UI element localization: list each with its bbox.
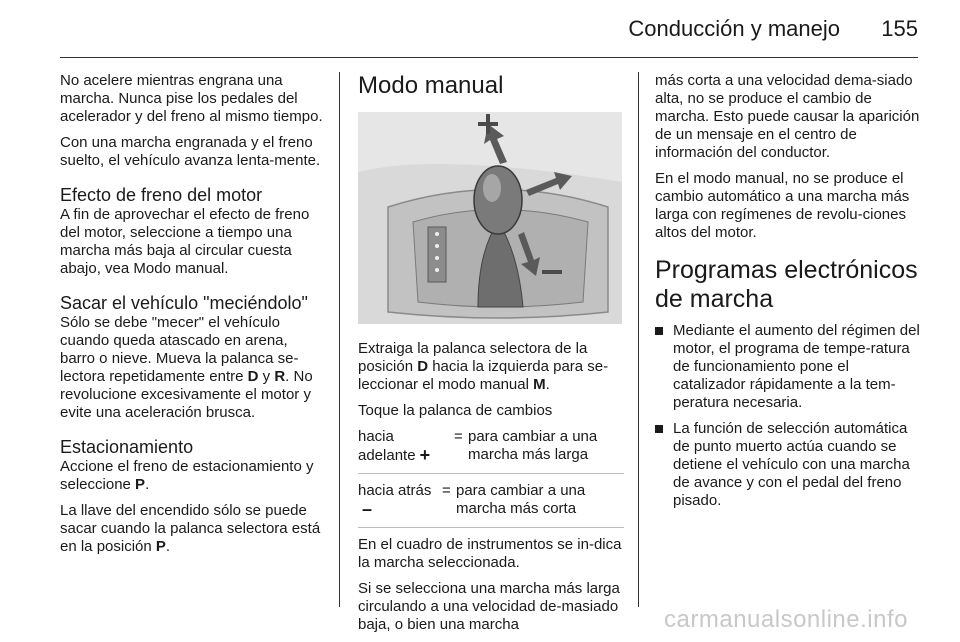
square-bullet-icon	[655, 327, 663, 335]
column-2	[358, 72, 624, 642]
heading-freno-motor: Efecto de freno del motor	[60, 185, 263, 205]
page-title: Conducción y manejo	[628, 16, 840, 41]
text-fragment: Accione el freno de estacionamiento y seleccione	[60, 458, 314, 493]
text-fragment: y	[258, 368, 275, 385]
page-number: 155	[881, 16, 918, 41]
column-1	[60, 72, 326, 564]
text-fragment: Extraiga la palanca selectora de la posición	[358, 340, 588, 375]
column-divider-1	[339, 72, 340, 607]
paragraph-llave	[60, 502, 326, 556]
list-item	[655, 420, 921, 510]
list-item-text: Mediante el aumento del régimen del motor, el programa de tempe-ratura de funcionamiento pone el catalizador rápidamente a la tem-peratura necesaria.	[673, 322, 920, 411]
paragraph-modo-manual-cambio: En el modo manual, no se produce el cambio automático a una marcha más larga con regímenes de revolu-ciones altos del motor.	[655, 170, 910, 241]
term-text: hacia adelante	[358, 428, 416, 464]
text-fragment: .	[545, 376, 550, 393]
definition-divider	[358, 527, 624, 528]
heading-modo-manual: Modo manual	[358, 72, 504, 99]
gear-letter-r: R	[274, 368, 286, 385]
text-fragment: .	[145, 476, 150, 493]
minus-icon: –	[362, 499, 373, 519]
list-item	[655, 322, 921, 412]
gear-letter-d: D	[247, 368, 259, 385]
gear-letter-p: P	[155, 538, 166, 555]
bullet-list	[655, 322, 921, 510]
gear-letter-p: P	[135, 476, 146, 493]
text-fragment: hacia la izquierda para se-leccionar el modo manual	[358, 358, 609, 393]
paragraph-freno-motor: A fin de aprovechar el efecto de freno del motor, seleccione a tiempo una marcha más baja al circular cuesta abajo, vea Modo manual.	[60, 206, 310, 277]
page-header	[60, 0, 918, 56]
equals-sign: =	[454, 428, 463, 445]
term-text: hacia atrás	[358, 482, 432, 499]
paragraph-marcha-larga: Si se selecciona una marcha más larga circulando a una velocidad de-masiado baja, o bien una marcha	[358, 580, 620, 633]
heading-sacar-vehiculo: Sacar el vehículo "meciéndolo"	[60, 293, 308, 313]
paragraph-velocidad-alta: más corta a una velocidad dema-siado alta, no se produce el cambio de marcha. Esto puede causar la aparición de un mensaje en el centro de información del conductor.	[655, 72, 920, 161]
gear-letter-m: M	[533, 376, 546, 393]
paragraph-estacionamiento	[60, 458, 326, 494]
heading-programas-electronicos: Programas electrónicos de marcha	[655, 256, 918, 313]
definition-description: para cambiar a una marcha más larga	[468, 428, 598, 463]
text-fragment: .	[165, 538, 171, 555]
column-divider-2	[638, 72, 639, 607]
equals-sign: =	[442, 482, 451, 499]
gear-selector-illustration	[358, 112, 622, 324]
heading-estacionamiento: Estacionamiento	[60, 437, 194, 457]
definition-divider	[358, 473, 624, 474]
definition-term	[358, 428, 454, 465]
plus-icon: +	[419, 445, 431, 465]
column-3	[655, 72, 921, 518]
gear-shift-drawing	[358, 112, 622, 324]
paragraph-mecer	[60, 314, 326, 422]
watermark: carmanualsonline.info	[664, 606, 908, 633]
paragraph-extraiga	[358, 340, 624, 394]
definition-description: para cambiar a una marcha más corta	[456, 482, 586, 517]
text-fragment: Sólo se debe "mecer" el vehículo cuando queda atascado en arena, barro o nieve. Mueva la palanca se-lectora repetidamente entre	[60, 314, 299, 385]
text-fragment: . No revolucione excesivamente el motor y evite una aceleración brusca.	[60, 368, 313, 421]
definition-backward	[358, 482, 624, 519]
definition-forward	[358, 428, 624, 465]
text-fragment: La llave del encendido sólo se puede sacar cuando la palanca selectora está en la posición	[60, 502, 321, 555]
list-item-text: La función de selección automática de punto muerto actúa cuando se detiene el vehículo con una marcha de avance y con el pedal del freno pisado.	[673, 420, 910, 509]
paragraph-cuadro-instrumentos: En el cuadro de instrumentos se in-dica la marcha seleccionada.	[358, 536, 622, 571]
gear-letter-d: D	[417, 358, 429, 375]
paragraph-acelere: No acelere mientras engrana una marcha. Nunca pise los pedales del acelerador y del freno al mismo tiempo.	[60, 72, 323, 125]
definition-term	[358, 482, 442, 519]
header-divider	[60, 57, 918, 58]
paragraph-marcha-engranada: Con una marcha engranada y el freno suelto, el vehículo avanza lenta-mente.	[60, 134, 321, 169]
square-bullet-icon	[655, 425, 663, 433]
paragraph-toque: Toque la palanca de cambios	[358, 402, 553, 419]
